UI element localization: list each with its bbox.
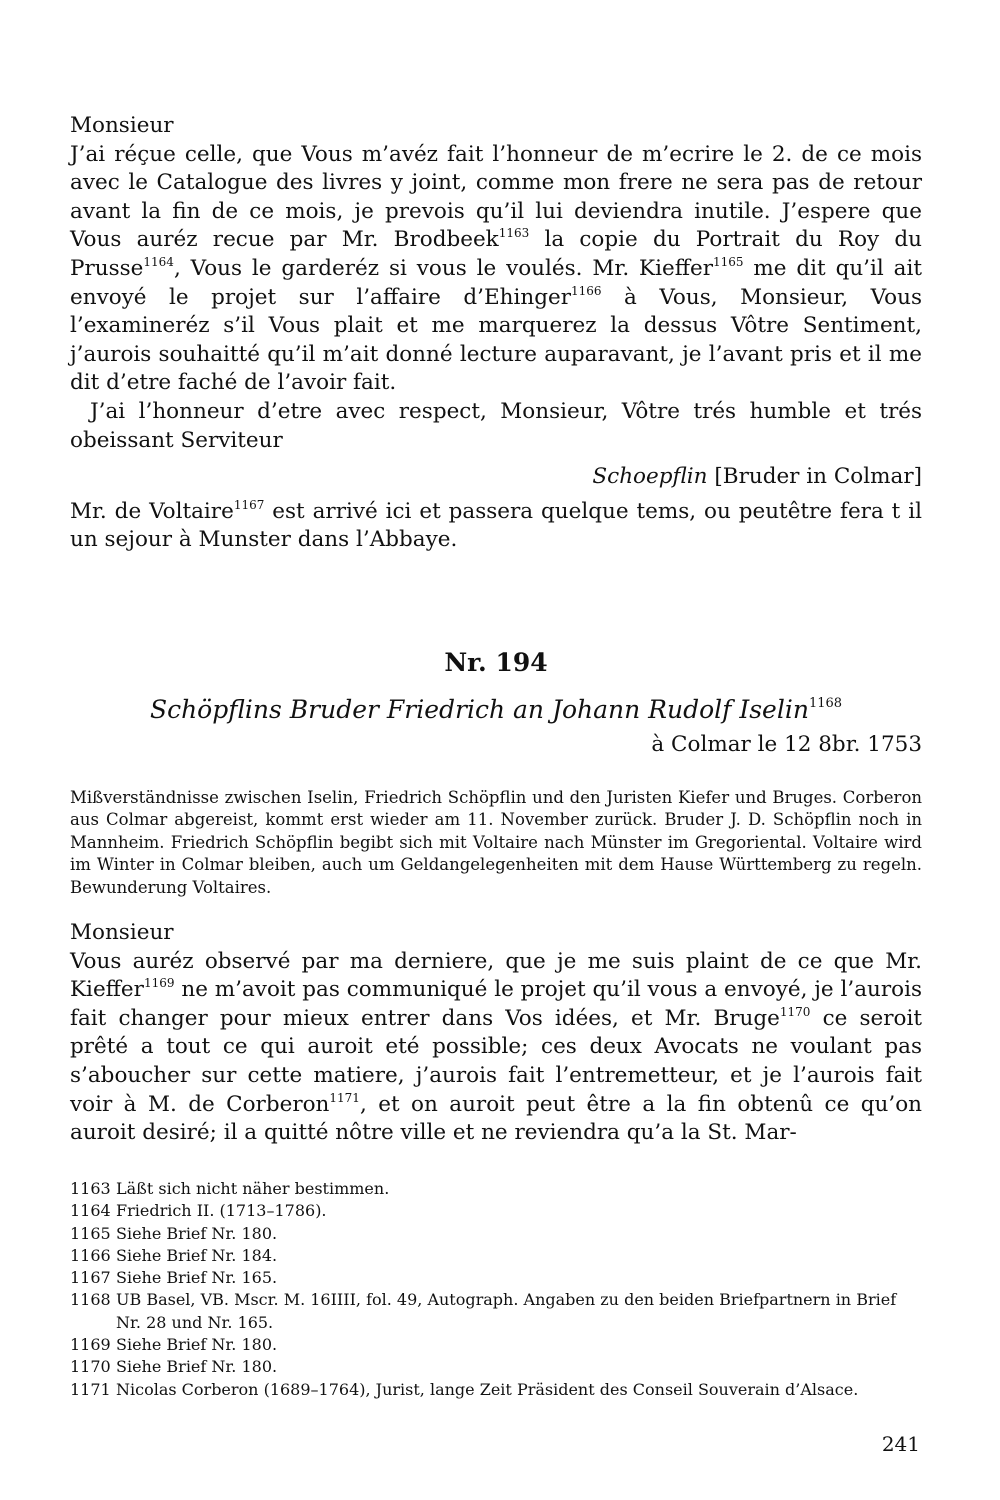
letter-summary: Mißverständnisse zwischen Iselin, Friedrich Schöpflin und den Juristen Kiefer und Bruges. Corberon aus Colmar abgereist, kommt erst wieder am 11. November zurück. Bruder J. D. Schöpflin noch in Mannheim. Friedrich Schöpflin begibt sich mit Voltaire nach Münster im Gregoriental. Voltaire wird im Winter in Colmar bleiben, auch um Geldangelegenheiten mit dem Hause Württemberg zu regeln. Bewunderung Voltaires. (70, 787, 922, 897)
text-run: Mr. de Voltaire (70, 498, 234, 524)
text-run: est arrivé ici et passera quelque tems, ou peutêtre fera t il un sejour à Munster dans l’Abbaye. (70, 498, 922, 553)
letter2-salutation: Monsieur (70, 919, 174, 945)
signature-name: Schoepflin (592, 464, 708, 490)
footnote-text: Siehe Brief Nr. 180. (116, 1335, 278, 1355)
footnote-number: 1169 (70, 1335, 111, 1355)
footnote (70, 1223, 922, 1245)
footnote-number: 1170 (70, 1357, 111, 1377)
footnote-number: 1163 (70, 1179, 111, 1198)
footnotes (70, 1178, 922, 1401)
letter1-salutation: Monsieur (70, 113, 174, 138)
footnote-ref: 1170 (779, 1004, 811, 1019)
text-run: ce seroit prêté a tout ce qui auroit eté possible; ces deux Avocats ne voulant pas s’aboucher sur cette matiere, j’aurois fait l’entremetteur, et je l’aurois fait voir à M. de Corberon (70, 1005, 922, 1117)
text-run: J’ai réçue celle, que Vous m’avéz fait l’honneur de m’ecrire le 2. de ce mois avec le Catalogue des livres y joint, comme mon frere ne sera pas de retour avant la fin de ce mois, je prevois qu’il lui deviendra inutile. J’espere que Vous auréz recue par Mr. Brodbeek (70, 141, 922, 253)
footnote (70, 1379, 922, 1401)
footnote-number: 1168 (70, 1290, 111, 1310)
text-run: , Vous le garderéz si vous le voulés. Mr. Kieffer (173, 255, 713, 281)
footnote-text: UB Basel, VB. Mscr. M. 16IIII, fol. 49, Autograph. Angaben zu den beiden Briefpartnern in Brief Nr. 28 und Nr. 165. (116, 1290, 897, 1332)
footnote-text: Läßt sich nicht näher bestimmen. (116, 1179, 390, 1198)
footnote-number: 1167 (70, 1268, 111, 1288)
footnote-ref: 1163 (498, 226, 530, 241)
text-run: Vous auréz observé par ma derniere, que je me suis plaint de ce que Mr. Kieffer (70, 948, 922, 1003)
footnote-ref: 1167 (233, 497, 265, 512)
footnote (70, 1356, 922, 1378)
page-number: 241 (881, 1432, 920, 1456)
text-run: à Vous, Monsieur, Vous l’examineréz s’il Vous plait et me marquerez la dessus Vôtre Sentiment, j’aurois souhaitté qu’il m’ait donné lecture auparavant, je l’avant pris et il me dit d’etre faché de l’avoir fait. (70, 284, 922, 396)
footnote-text: Siehe Brief Nr. 165. (116, 1268, 278, 1288)
text-run: , et on auroit peut être a la fin obtenû ce qu’on auroit desiré; il a quitté nôtre ville et ne reviendra qu’a la St. Mar- (70, 1091, 923, 1146)
letter-date: à Colmar le 12 8br. 1753 (651, 731, 922, 757)
footnote-text: Siehe Brief Nr. 184. (116, 1245, 278, 1265)
footnote-text: Siehe Brief Nr. 180. (116, 1223, 278, 1243)
footnote (70, 1267, 922, 1289)
footnote (70, 1334, 922, 1356)
footnote-number: 1166 (70, 1245, 111, 1265)
footnote-text: Friedrich II. (1713–1786). (116, 1201, 327, 1221)
footnote-text: Siehe Brief Nr. 180. (116, 1357, 278, 1377)
footnote (70, 1200, 922, 1222)
text-run: me dit qu’il ait envoyé le projet sur l’affaire d’Ehinger (70, 255, 922, 310)
signature-note: [Bruder in Colmar] (707, 464, 922, 490)
text-run: la copie du Portrait du Roy du Prusse (70, 227, 922, 281)
letter1-postscript (70, 498, 922, 555)
footnote-number: 1164 (70, 1201, 111, 1221)
footnote-number: 1171 (70, 1379, 111, 1399)
letter-number: Nr. 194 (444, 647, 548, 677)
letter1-signature (70, 463, 922, 492)
footnote (70, 1245, 922, 1267)
letter2-paragraph (70, 948, 922, 1148)
footnote-ref: 1168 (808, 695, 843, 711)
text-run: ne m’avoit pas communiqué le projet qu’il vous a envoyé, je l’aurois fait changer pour mieux entrer dans Vos idées, et Mr. Bruge (70, 977, 922, 1031)
page-content (70, 112, 922, 1148)
letter1-paragraph (70, 141, 922, 398)
letter-title (70, 693, 922, 727)
footnote-ref: 1169 (143, 976, 175, 991)
letter-title-text: Schöpflins Bruder Friedrich an Johann Rudolf Iselin (149, 694, 809, 724)
footnote (70, 1178, 922, 1200)
footnote-ref: 1164 (143, 254, 174, 269)
letter2-heading (70, 647, 922, 727)
footnote (70, 1289, 922, 1334)
footnote-ref: 1165 (712, 254, 744, 269)
footnote-ref: 1166 (570, 283, 602, 298)
footnote-text: Nicolas Corberon (1689–1764), Jurist, lange Zeit Präsident des Conseil Souverain d’Alsace. (116, 1379, 859, 1399)
letter1-closing: J’ai l’honneur d’etre avec respect, Monsieur, Vôtre trés humble et trés obeissant Serviteur (70, 398, 922, 453)
footnote-number: 1165 (70, 1223, 111, 1243)
footnote-ref: 1171 (329, 1090, 360, 1105)
